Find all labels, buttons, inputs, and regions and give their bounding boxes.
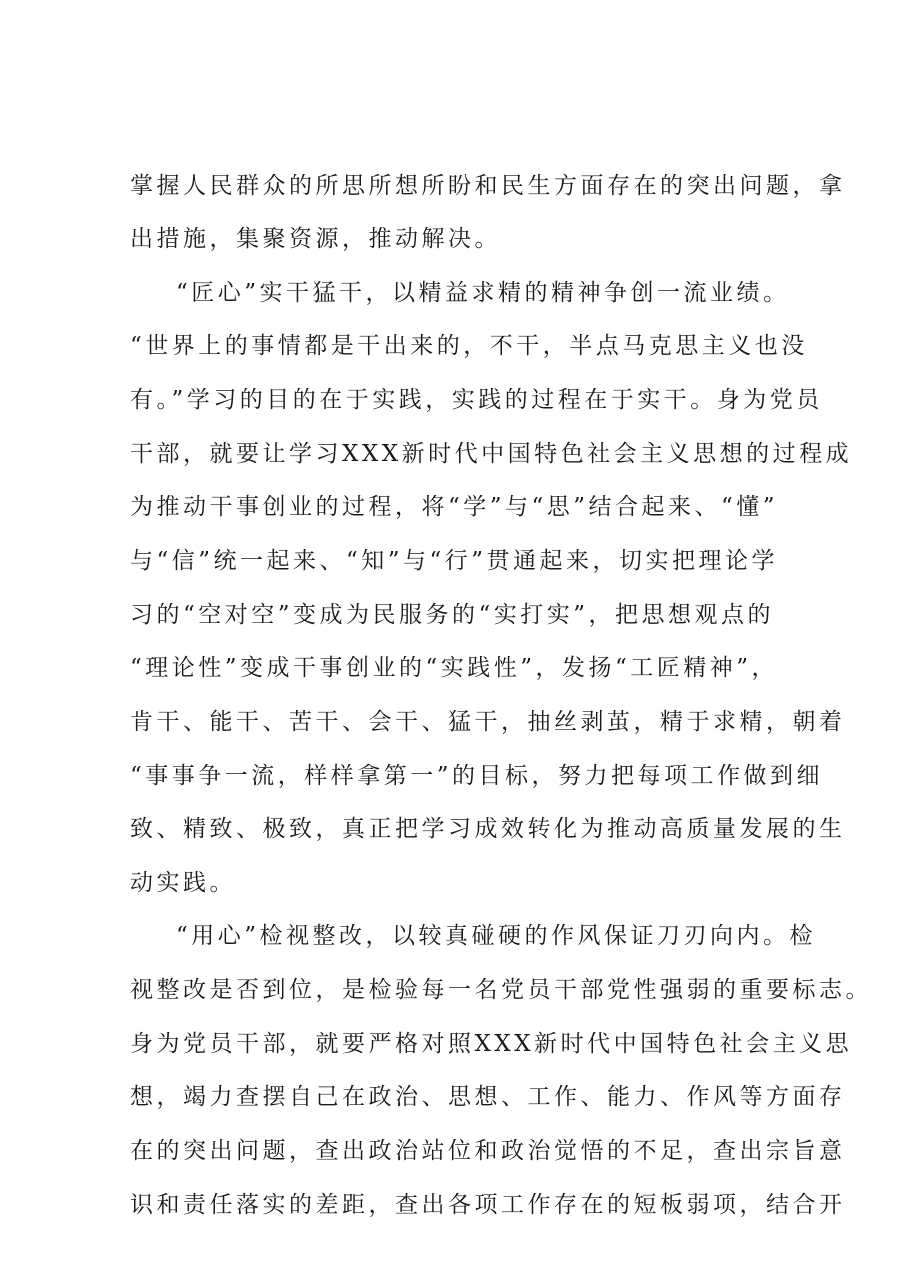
text-line: “理论性”变成干事创业的“实践性”，发扬“工匠精神”， [130, 655, 779, 681]
text-line: 身为党员干部，就要严格对照XXX新时代中国特色社会主义思 [130, 1031, 853, 1057]
paragraph-heading-line: “用心”检视整改，以较真碰硬的作风保证刀刃向内。检 [176, 923, 817, 949]
text-line: 有。”学习的目的在于实践，实践的过程在于实干。身为党员 [130, 387, 823, 413]
paragraph-heading-line: “匠心”实干猛干，以精益求精的精神争创一流业绩。 [176, 280, 790, 306]
text-line: 识和责任落实的差距，查出各项工作存在的短板弱项，结合开 [130, 1192, 846, 1218]
text-line: 动实践。 [130, 870, 236, 896]
text-line: 干部，就要让学习XXX新时代中国特色社会主义思想的过程成 [130, 441, 853, 467]
text-line: “世界上的事情都是干出来的，不干，半点马克思主义也没 [130, 333, 808, 359]
text-line: “事事争一流，样样拿第一”的目标，努力把每项工作做到细 [130, 763, 824, 789]
text-line: 与“信”统一起来、“知”与“行”贯通起来，切实把理论学 [130, 548, 779, 574]
text-line: 想，竭力查摆自己在政治、思想、工作、能力、作风等方面存 [130, 1084, 846, 1110]
text-line: 为推动干事创业的过程，将“学”与“思”结合起来、“懂” [130, 494, 779, 520]
text-line: 习的“空对空”变成为民服务的“实打实”，把思想观点的 [130, 602, 775, 628]
text-line: 出措施，集聚资源，推动解决。 [130, 226, 501, 252]
text-line: 致、精致、极致，真正把学习成效转化为推动高质量发展的生 [130, 816, 846, 842]
text-line: 视整改是否到位，是检验每一名党员干部党性强弱的重要标志。 [130, 977, 872, 1003]
text-line: 掌握人民群众的所思所想所盼和民生方面存在的突出问题，拿 [130, 173, 846, 199]
text-line: 肯干、能干、苦干、会干、猛干，抽丝剥茧，精于求精，朝着 [130, 709, 846, 735]
text-line: 在的突出问题，查出政治站位和政治觉悟的不足，查出宗旨意 [130, 1138, 846, 1164]
